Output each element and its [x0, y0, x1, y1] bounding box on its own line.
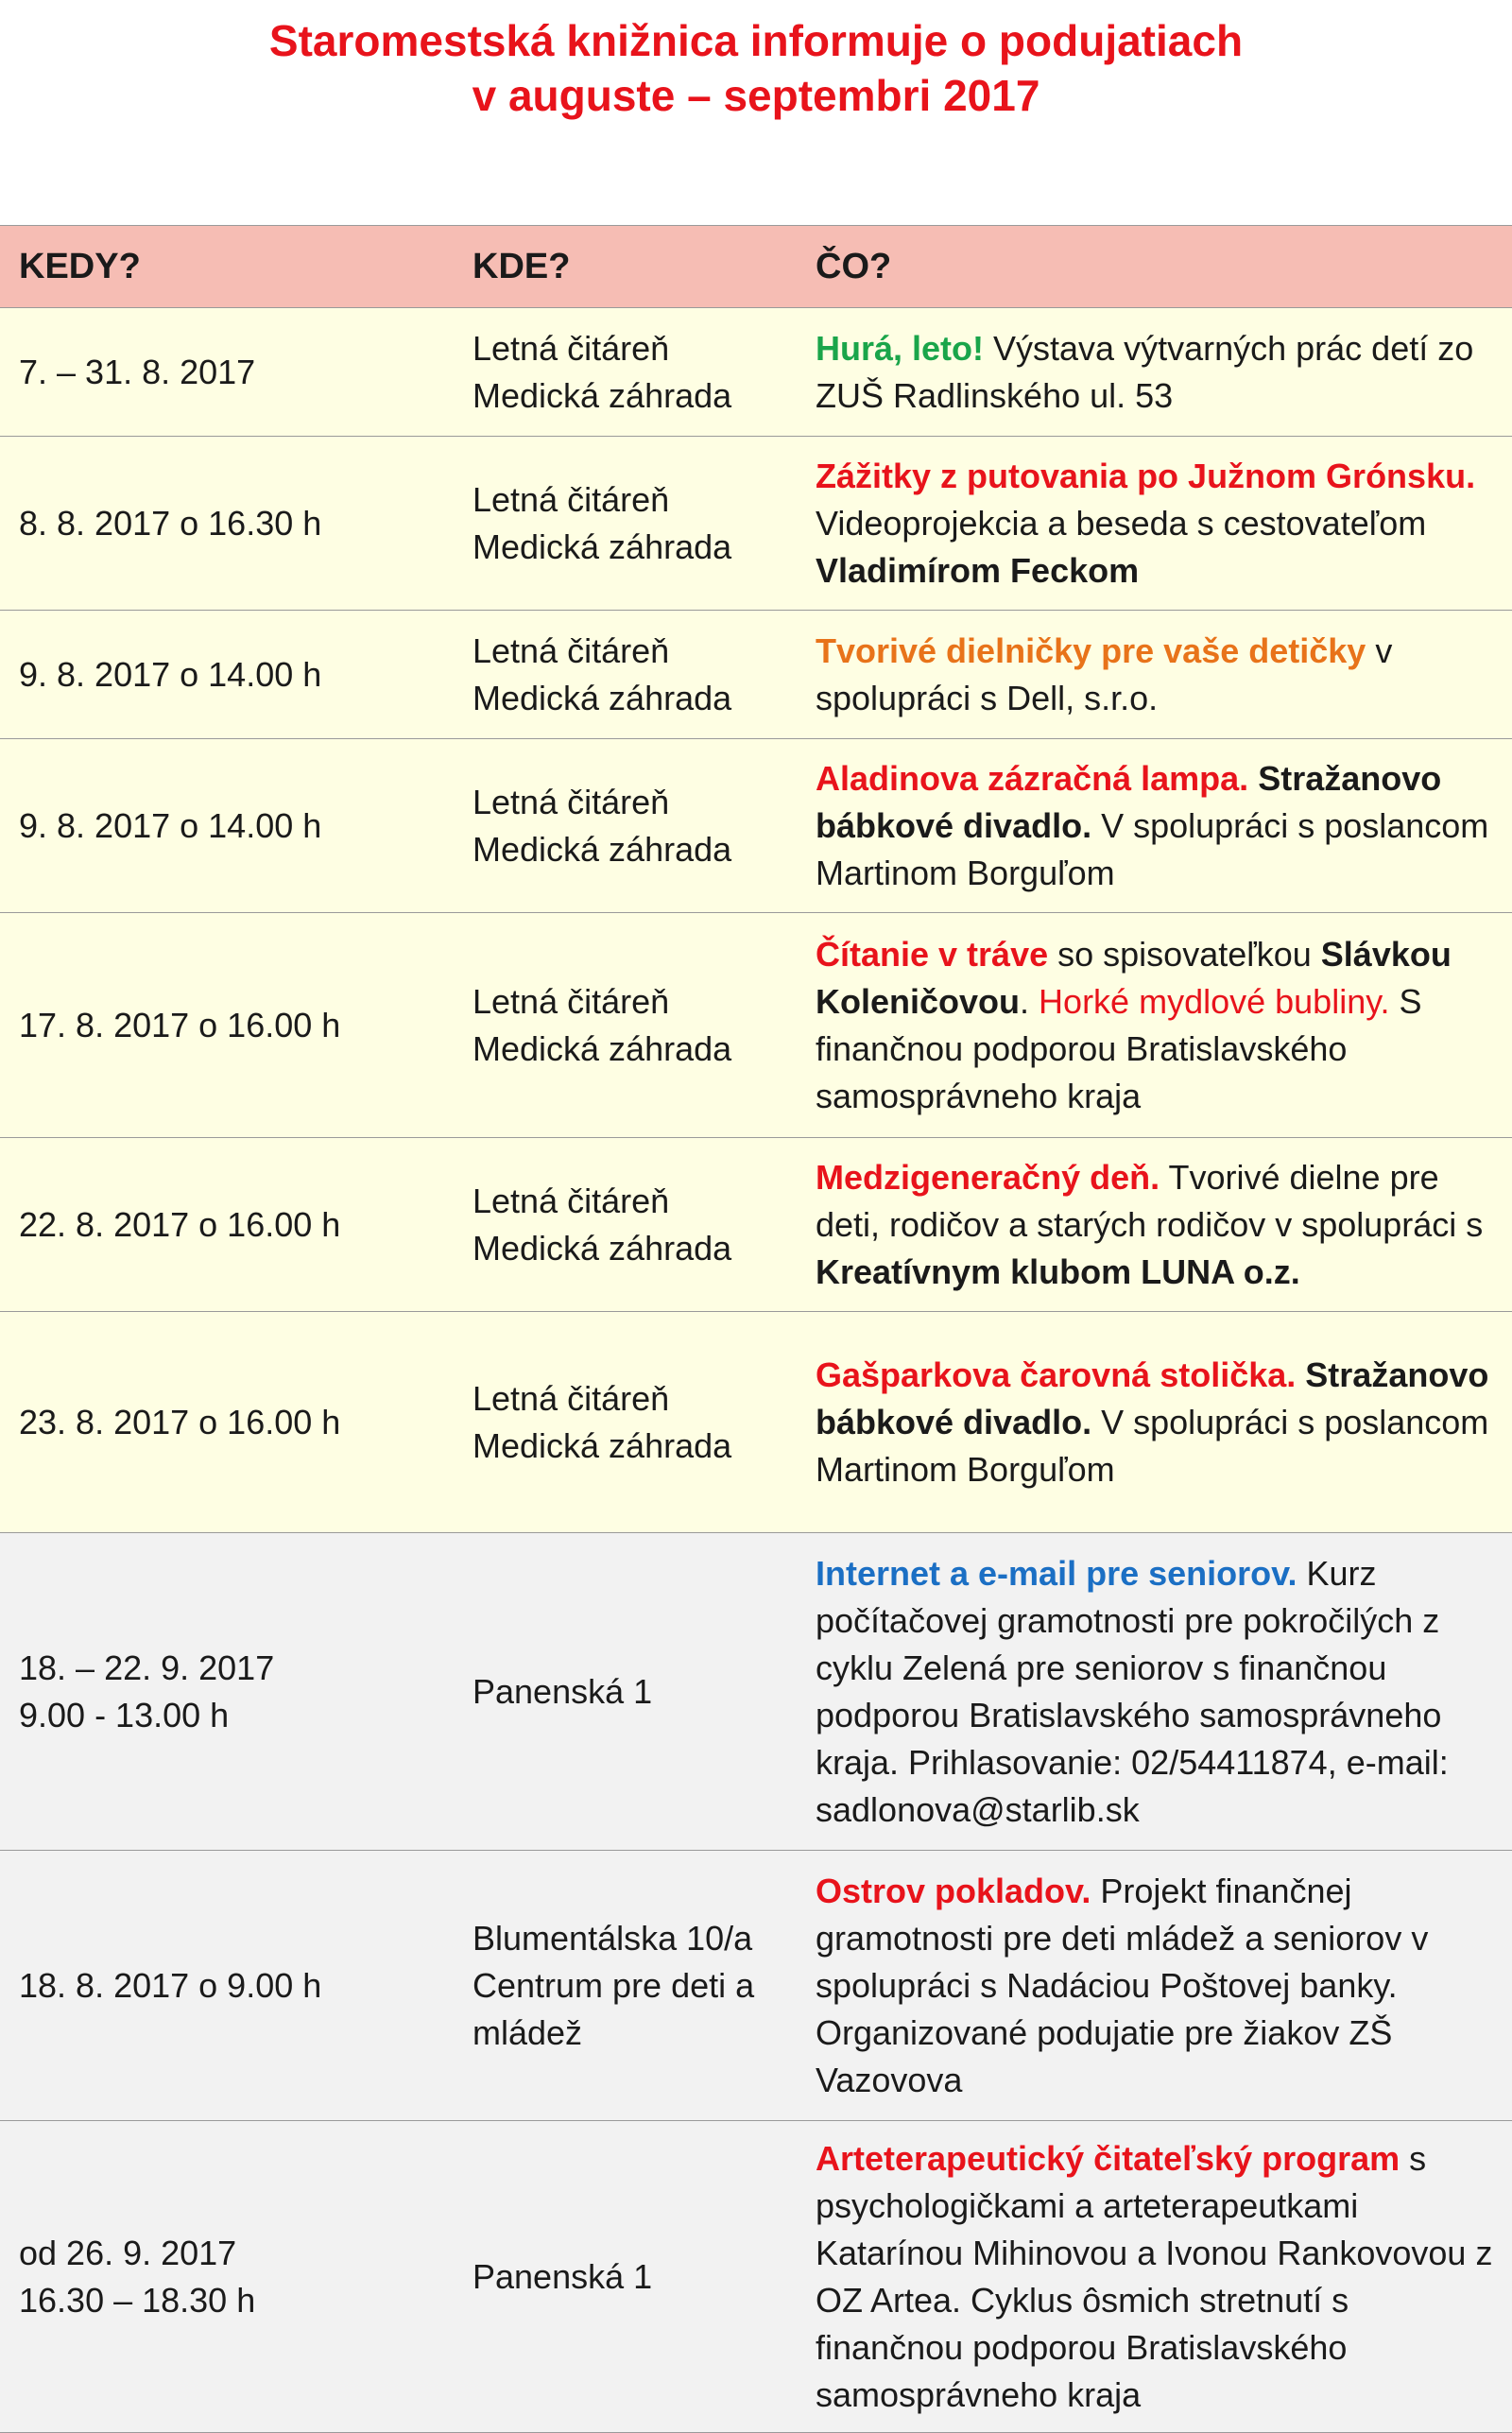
what-segment-bold: Slávkou Koleničovou — [816, 934, 1452, 1021]
when-line: 7. – 31. 8. 2017 — [19, 352, 256, 391]
what-segment-bold: Kreatívnym klubom LUNA o.z. — [816, 1251, 1300, 1291]
title-line-2: v auguste – septembri 2017 — [472, 71, 1040, 120]
when-line: 18. 8. 2017 o 9.00 h — [19, 1965, 322, 2005]
what-segment-plain: S finančnou podporou Bratislavského samosprávneho kraja — [816, 981, 1422, 1115]
what-segment-orange: Tvorivé dielničky pre vaše detičky — [816, 630, 1366, 670]
cell-when — [0, 1312, 454, 1533]
what-segment-plain: v spolupráci s Dell, s.r.o. — [816, 630, 1393, 717]
table-row — [0, 1851, 1512, 2121]
what-segment-plain: Kurz počítačovej gramotnosti pre pokročilých z cyklu Zelená pre seniorov s finančnou podporou Bratislavského samosprávneho kraja. Prihlasovanie: 02/54411874, e-mail: sadlonova@starlib.sk — [816, 1553, 1449, 1829]
cell-when — [0, 1138, 454, 1312]
when-line: od 26. 9. 2017 — [19, 2233, 237, 2272]
cell-when — [0, 308, 454, 437]
what-segment-bold: Stražanovo bábkové divadlo. — [816, 758, 1442, 845]
page-title — [0, 13, 1512, 123]
what-segment-plain: Videoprojekcia a beseda s cestovateľom — [816, 503, 1427, 543]
when-line: 22. 8. 2017 o 16.00 h — [19, 1204, 341, 1244]
what-segment-red: Gašparkova čarovná stolička. — [816, 1355, 1297, 1394]
where-line: Medická záhrada — [472, 526, 732, 566]
when-line: 8. 8. 2017 o 16.30 h — [19, 503, 322, 543]
events-table — [0, 225, 1512, 2433]
where-line: Letná čitáreň — [472, 479, 670, 519]
what-segment-plain: Tvorivé dielne pre deti, rodičov a starých rodičov v spolupráci s — [816, 1157, 1484, 1244]
where-line: Centrum pre deti a — [472, 1965, 755, 2005]
what-segment-plain: Výstava výtvarných prác detí zo ZUŠ Radlinského ul. 53 — [816, 328, 1474, 415]
what-segment-red: Aladinova zázračná lampa. — [816, 758, 1249, 798]
when-line: 9.00 - 13.00 h — [19, 1695, 230, 1734]
what-segment-plain: . — [1020, 981, 1040, 1021]
table-row — [0, 913, 1512, 1138]
when-line: 18. – 22. 9. 2017 — [19, 1648, 275, 1687]
where-line: Medická záhrada — [472, 829, 732, 869]
when-line: 16.30 – 18.30 h — [19, 2280, 256, 2320]
when-line: 17. 8. 2017 o 16.00 h — [19, 1005, 341, 1044]
table-header-row — [0, 226, 1512, 308]
where-line: mládež — [472, 2012, 583, 2052]
cell-what — [797, 1533, 1512, 1851]
cell-where — [454, 437, 797, 611]
where-line: Letná čitáreň — [472, 782, 670, 821]
what-segment-plain: s psychologičkami a arteterapeutkami Katarínou Mihinovou a Ivonou Rankovovou z OZ Artea. Cyklus ôsmich stretnutí s finančnou podporou Bratislavského samosprávneho kraja — [816, 2138, 1493, 2414]
what-segment-plain: V spolupráci s poslancom Martinom Borguľom — [816, 1402, 1489, 1489]
cell-what — [797, 437, 1512, 611]
table-row — [0, 739, 1512, 913]
cell-when — [0, 1851, 454, 2121]
where-line: Panenská 1 — [472, 2256, 653, 2296]
what-segment-plain: so spisovateľkou — [1048, 934, 1321, 974]
cell-what — [797, 308, 1512, 437]
cell-when — [0, 913, 454, 1138]
cell-where — [454, 1851, 797, 2121]
header-what: ČO? — [797, 226, 1512, 308]
where-line: Letná čitáreň — [472, 630, 670, 670]
cell-what — [797, 739, 1512, 913]
cell-when — [0, 611, 454, 739]
cell-what — [797, 1138, 1512, 1312]
cell-when — [0, 1533, 454, 1851]
cell-where — [454, 1533, 797, 1851]
cell-where — [454, 611, 797, 739]
what-segment-red: Zážitky z putovania po Južnom Grónsku. — [816, 456, 1476, 495]
where-line: Letná čitáreň — [472, 1378, 670, 1418]
cell-where — [454, 913, 797, 1138]
where-line: Medická záhrada — [472, 375, 732, 415]
cell-what — [797, 611, 1512, 739]
what-segment-red: Medzigeneračný deň. — [816, 1157, 1160, 1197]
table-row — [0, 437, 1512, 611]
when-line: 9. 8. 2017 o 14.00 h — [19, 805, 322, 845]
cell-where — [454, 308, 797, 437]
cell-when — [0, 437, 454, 611]
when-line: 23. 8. 2017 o 16.00 h — [19, 1402, 341, 1441]
cell-where — [454, 1138, 797, 1312]
where-line: Medická záhrada — [472, 678, 732, 717]
when-line: 9. 8. 2017 o 14.00 h — [19, 654, 322, 694]
what-segment-redn: Horké mydlové bubliny. — [1039, 981, 1390, 1021]
cell-what — [797, 1312, 1512, 1533]
table-row — [0, 308, 1512, 437]
what-segment-bold: Stražanovo bábkové divadlo. — [816, 1355, 1489, 1441]
where-line: Medická záhrada — [472, 1028, 732, 1068]
cell-where — [454, 739, 797, 913]
table-row — [0, 1138, 1512, 1312]
where-line: Letná čitáreň — [472, 981, 670, 1021]
what-segment-red: Ostrov pokladov. — [816, 1871, 1091, 1910]
what-segment-bold: Vladimírom Feckom — [816, 550, 1140, 590]
what-segment-red: Arteterapeutický čitateľský program — [816, 2138, 1400, 2178]
table-row — [0, 2121, 1512, 2433]
what-segment-red: Čítanie v tráve — [816, 934, 1049, 974]
table-row — [0, 1533, 1512, 1851]
title-line-1: Staromestská knižnica informuje o podujatiach — [268, 16, 1244, 65]
where-line: Medická záhrada — [472, 1228, 732, 1268]
header-when: KEDY? — [0, 226, 454, 308]
table-body — [0, 308, 1512, 2433]
what-segment-green: Hurá, leto! — [816, 328, 985, 368]
header-where: KDE? — [454, 226, 797, 308]
where-line: Medická záhrada — [472, 1425, 732, 1465]
cell-what — [797, 2121, 1512, 2433]
what-segment-plain: V spolupráci s poslancom Martinom Borguľom — [816, 805, 1489, 892]
table-row — [0, 1312, 1512, 1533]
cell-when — [0, 739, 454, 913]
where-line: Letná čitáreň — [472, 1181, 670, 1220]
table-row — [0, 611, 1512, 739]
cell-where — [454, 1312, 797, 1533]
where-line: Panenská 1 — [472, 1671, 653, 1711]
cell-what — [797, 913, 1512, 1138]
cell-where — [454, 2121, 797, 2433]
what-segment-blue: Internet a e-mail pre seniorov. — [816, 1553, 1297, 1593]
where-line: Letná čitáreň — [472, 328, 670, 368]
what-segment-plain: Projekt finančnej gramotnosti pre deti mládež a seniorov v spolupráci s Nadáciou Poštovej banky. Organizované podujatie pre žiakov ZŠ Vazovova — [816, 1871, 1429, 2099]
cell-what — [797, 1851, 1512, 2121]
where-line: Blumentálska 10/a — [472, 1918, 753, 1958]
cell-when — [0, 2121, 454, 2433]
